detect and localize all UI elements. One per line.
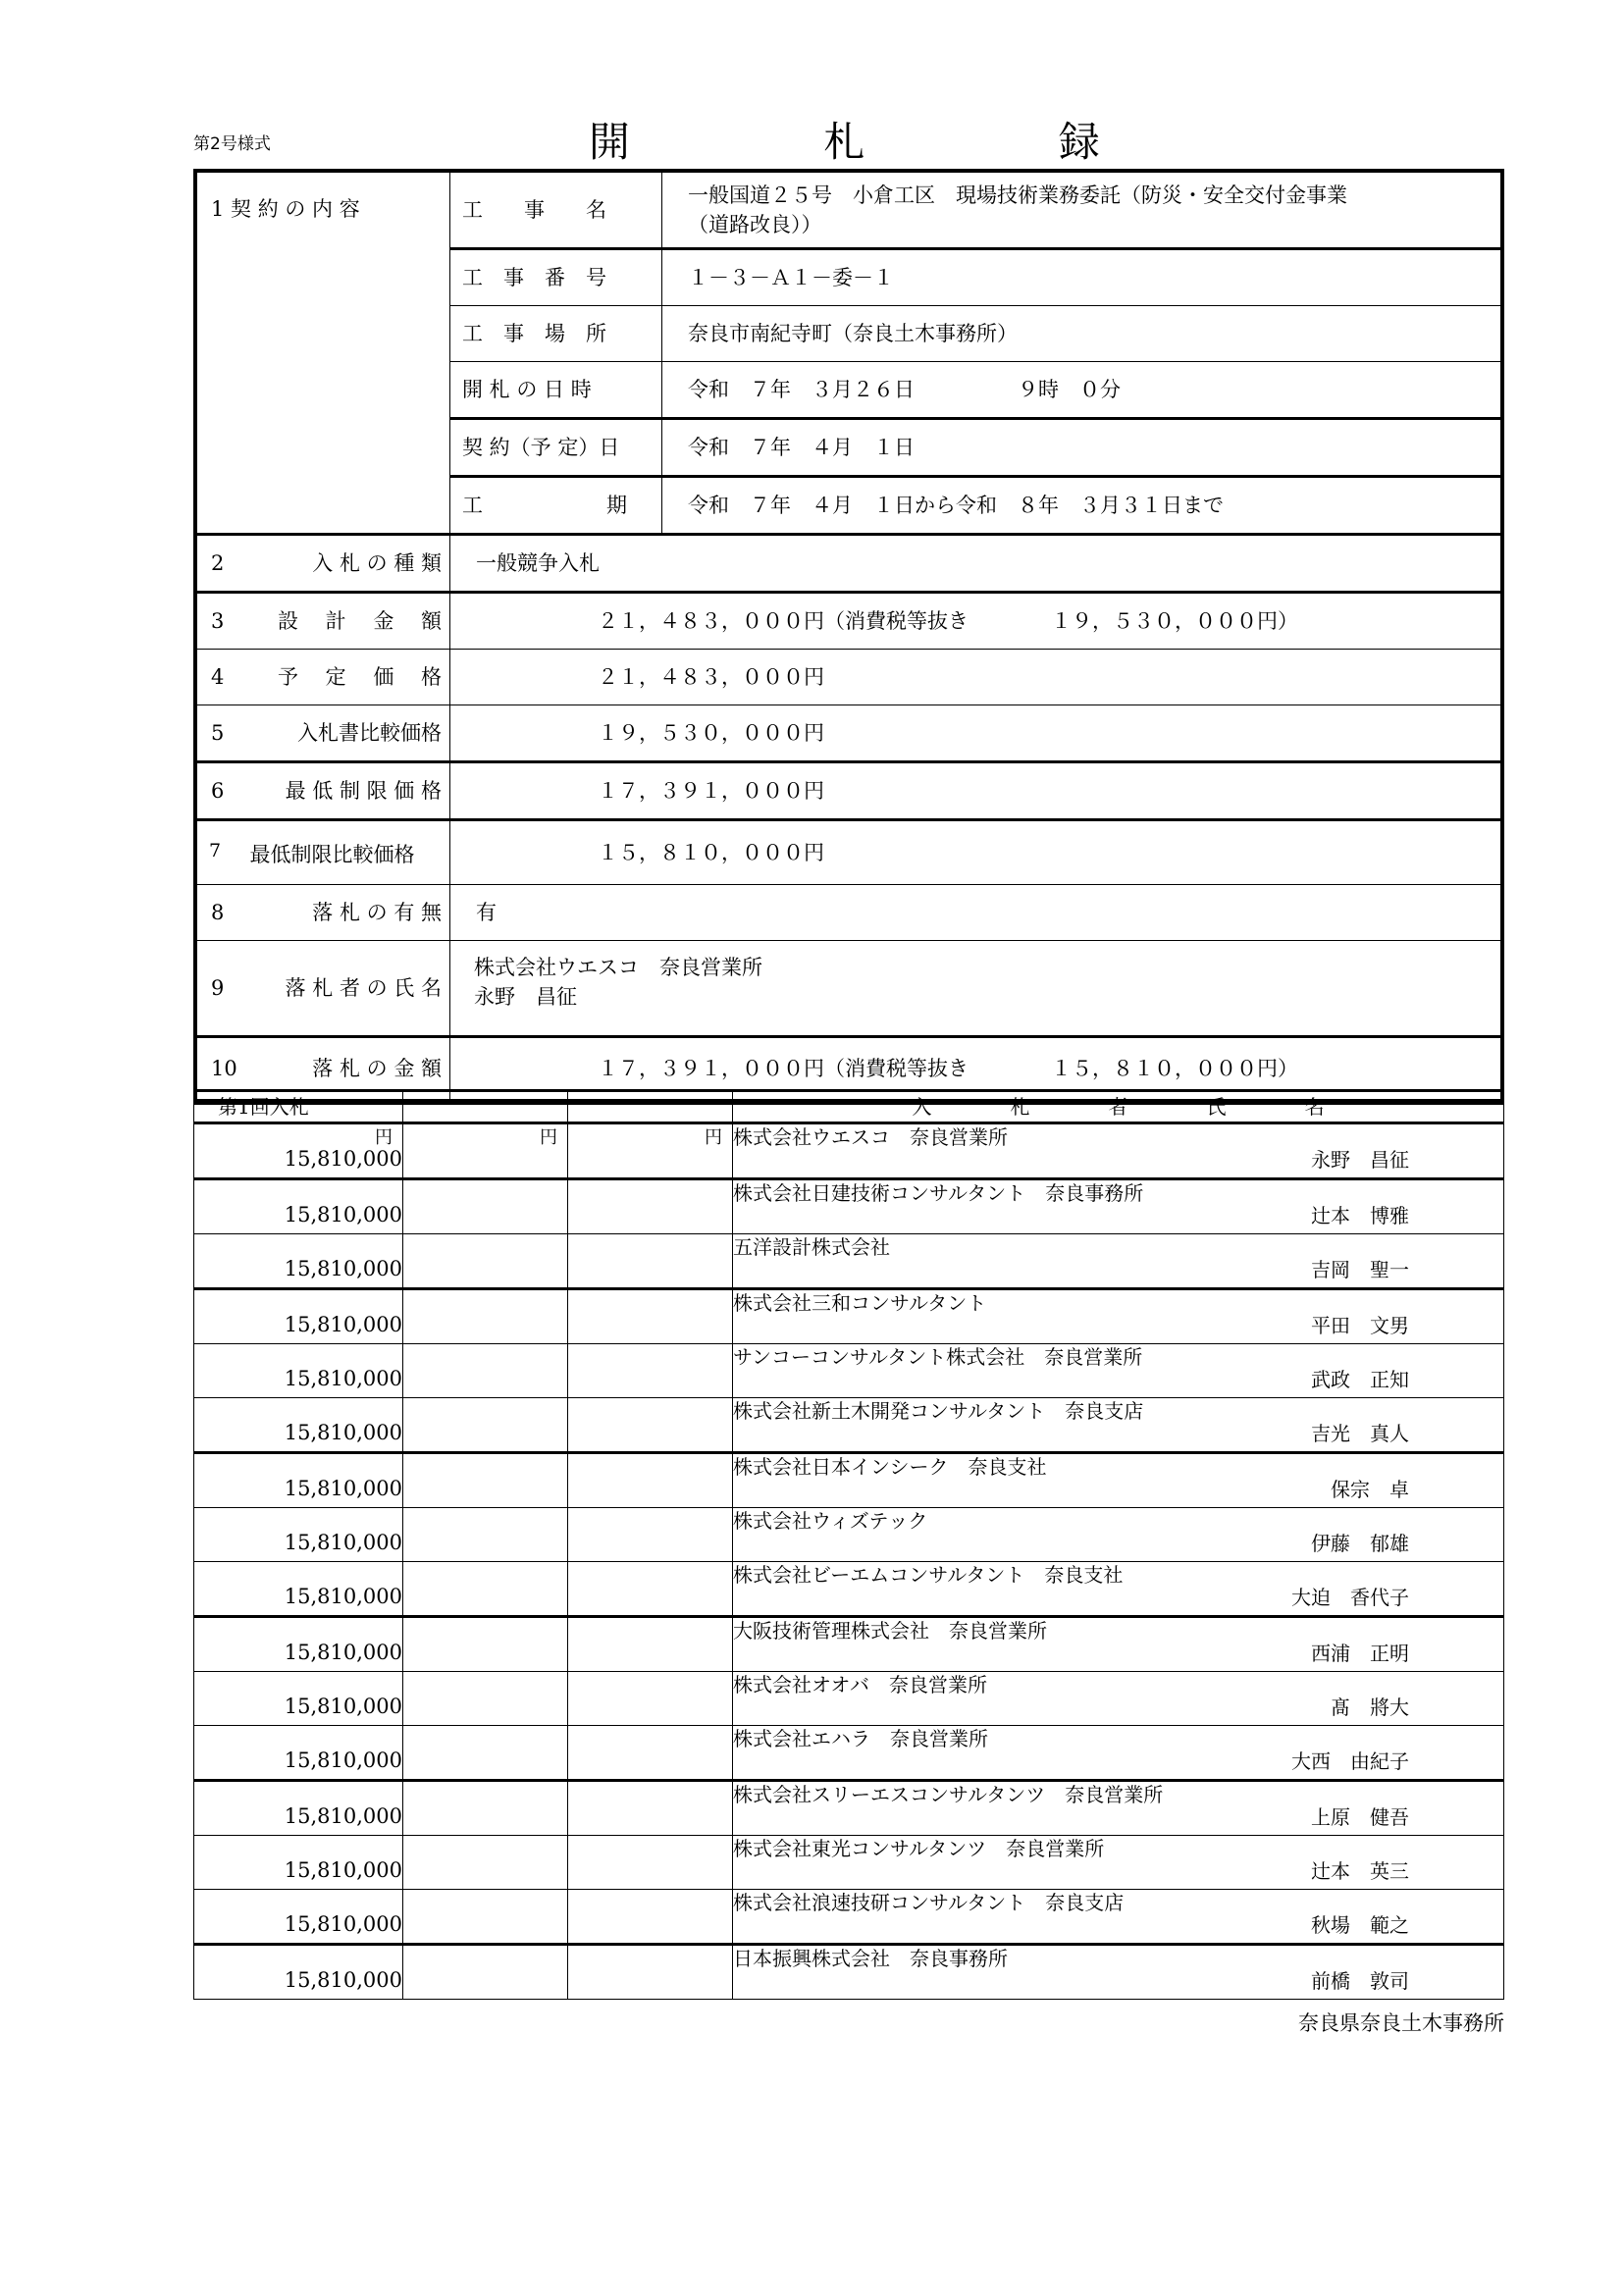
bid-amount-cell [194,1945,403,2000]
bidder-name-cell [733,1234,1504,1289]
bidder-name-cell [733,1562,1504,1617]
bid-amount-second-cell [403,1453,568,1508]
bid-amount-value: 15,810,000 [284,1694,402,1718]
table-row [194,1398,1504,1453]
table-row [194,1672,1504,1726]
minimum-comparison-price-label: 最低制限比較価格 [249,842,415,866]
bidder-name-cell [733,1617,1504,1672]
bid-amount-cell [194,1617,403,1672]
bidder-person: 髙 將大 [1331,1696,1409,1719]
yen-unit-label: 円 [705,1127,722,1148]
header-blank-col-2 [568,1091,733,1123]
award-amount-no: 10 [211,1056,237,1080]
table-row [194,1781,1504,1836]
bid-amount-value: 15,810,000 [284,1640,402,1664]
award-presence-label: 落 札 の 有 無 [312,900,442,924]
bidder-person: 大迫 香代子 [1291,1586,1409,1609]
label-bid-open-datetime [450,362,662,419]
winner-company: 株式会社ウエスコ 奈良営業所 [474,956,762,979]
bidder-name-cell [733,1672,1504,1726]
value-winner-name [450,941,1501,1037]
table-row [194,1945,1504,2000]
label-contract-date [450,419,662,477]
bid-amount-cell [194,1123,403,1179]
value-work-period: 令和 ７年 ４月 １日から令和 ８年 ３月３１日まで [662,477,1501,535]
bidder-person: 伊藤 郁雄 [1311,1532,1409,1555]
bid-amount-third-cell [568,1617,733,1672]
bidder-person: 大西 由紀子 [1291,1749,1409,1773]
value-bid-open-datetime: 令和 ７年 ３月２６日 ９時 ０分 [662,362,1501,419]
row-bid-comparison-price [197,705,1501,762]
bidder-company: 株式会社エハラ 奈良営業所 [733,1727,988,1750]
label-work-period [450,477,662,535]
bid-amount-second-cell [403,1617,568,1672]
bid-amount-second-cell [403,1344,568,1398]
bidder-name-cell [733,1344,1504,1398]
bidder-person: 平田 文男 [1311,1314,1409,1337]
header-blank-col-1 [403,1091,568,1123]
bidder-company: 株式会社浪速技研コンサルタント 奈良支店 [733,1891,1125,1914]
bid-amount-second-cell [403,1562,568,1617]
bidder-person: 西浦 正明 [1311,1642,1409,1665]
bid-amount-value: 15,810,000 [284,1256,402,1280]
table-row [194,1836,1504,1890]
bid-amount-second-cell [403,1179,568,1234]
bid-amount-third-cell [568,1508,733,1562]
table-row [194,1562,1504,1617]
row-winner-name [197,941,1501,1037]
bid-amount-cell [194,1726,403,1781]
bid-amount-third-cell [568,1890,733,1945]
table-row [194,1890,1504,1945]
minimum-limit-price-no: 6 [211,778,225,803]
bidder-company: 株式会社オオバ 奈良営業所 [733,1673,987,1696]
bid-amount-third-cell [568,1945,733,2000]
bidder-person: 辻本 博雅 [1311,1204,1409,1227]
label-work-location-text: 工 事 場 所 [462,321,606,345]
bidder-company: 大阪技術管理株式会社 奈良営業所 [733,1619,1047,1643]
bid-amount-second-cell [403,1890,568,1945]
row-award-presence [197,885,1501,941]
bid-amount-third-cell [568,1836,733,1890]
bid-amount-cell [194,1890,403,1945]
label-planned-price [197,650,450,705]
bid-amount-cell [194,1398,403,1453]
bidder-name-header: 入 札 者 氏 名 [733,1091,1504,1123]
label-winner-name [197,941,450,1037]
bid-amount-value: 15,810,000 [284,1748,402,1772]
bid-amount-second-cell [403,1781,568,1836]
bidder-name-cell [733,1398,1504,1453]
value-contract-date: 令和 ７年 ４月 １日 [662,419,1501,477]
bidder-company: 株式会社スリーエスコンサルタンツ 奈良営業所 [733,1783,1164,1806]
document-title: 開 札 録 [589,118,1137,166]
bid-amount-second-cell [403,1234,568,1289]
bidder-company: 株式会社新土木開発コンサルタント 奈良支店 [733,1399,1144,1423]
value-work-number: １－３－Ａ１－委－１ [662,249,1501,306]
value-minimum-limit-price: １７，３９１，０００円 [450,762,1501,820]
bid-amount-value: 15,810,000 [284,1146,402,1171]
minimum-limit-price-label: 最 低 制 限 価 格 [285,778,442,803]
table-row [194,1617,1504,1672]
label-award-presence [197,885,450,941]
label-bid-comparison-price [197,705,450,762]
bid-amount-value: 15,810,000 [284,1420,402,1444]
label-bid-type [197,535,450,593]
label-minimum-limit-price [197,762,450,820]
bidder-company: 五洋設計株式会社 [733,1235,890,1259]
bid-comparison-price-no: 5 [211,720,225,745]
label-work-number [450,249,662,306]
bid-amount-cell [194,1836,403,1890]
bidder-name-cell [733,1179,1504,1234]
bid-amount-third-cell [568,1781,733,1836]
bid-amount-cell [194,1179,403,1234]
bid-amount-third-cell [568,1453,733,1508]
yen-unit-label: 円 [375,1127,393,1148]
award-amount-label: 落 札 の 金 額 [312,1056,442,1080]
row-bid-type [197,535,1501,593]
award-presence-no: 8 [211,900,225,924]
bidder-company: 株式会社東光コンサルタンツ 奈良営業所 [733,1837,1105,1860]
value-award-presence: 有 [450,885,1501,941]
row-minimum-limit-price [197,762,1501,820]
bidder-name-cell [733,1836,1504,1890]
bidder-company: 株式会社ウエスコ 奈良営業所 [733,1125,1008,1149]
table-row [194,1508,1504,1562]
bid-amount-third-cell [568,1123,733,1179]
row-minimum-comparison-price [197,820,1501,885]
table-row [194,1726,1504,1781]
label-contract-date-text: 契 約（予 定）日 [462,435,620,459]
value-planned-price: ２１，４８３，０００円 [450,650,1501,705]
bid-comparison-price-label: 入札書比較価格 [297,720,442,745]
design-amount-no: 3 [211,608,225,633]
bid-amount-cell [194,1344,403,1398]
work-name-line2: （道路改良）） [688,213,822,236]
label-work-number-text: 工 事 番 号 [462,265,606,289]
table-row [194,1453,1504,1508]
bid-amount-second-cell [403,1508,568,1562]
contract-section-label: 1 契 約 の 内 容 [197,173,450,535]
bid-amount-cell [194,1453,403,1508]
bid-amount-third-cell [568,1289,733,1344]
bidder-company: 株式会社日建技術コンサルタント 奈良事務所 [733,1181,1144,1205]
winner-no: 9 [211,975,225,1000]
work-name-line1: 一般国道２５号 小倉工区 現場技術業務委託（防災・安全交付金事業 [688,183,1347,207]
bidder-name-cell [733,1289,1504,1344]
table-row [194,1289,1504,1344]
bidder-name-cell [733,1890,1504,1945]
bidder-name-cell [733,1123,1504,1179]
winner-label: 落 札 者 の 氏 名 [285,975,442,1000]
bid-amount-value: 15,810,000 [284,1803,402,1828]
form-number: 第2号様式 [193,134,271,154]
bid-amount-third-cell [568,1179,733,1234]
row-design-amount [197,593,1501,650]
bidder-company: 日本振興株式会社 奈良事務所 [733,1947,1008,1970]
bid-amount-value: 15,810,000 [284,1967,402,1992]
bid-amount-third-cell [568,1344,733,1398]
bid-amount-third-cell [568,1672,733,1726]
bidder-name-cell [733,1453,1504,1508]
bid-amount-third-cell [568,1234,733,1289]
label-bid-open-datetime-text: 開 札 の 日 時 [462,377,592,401]
bid-amount-cell [194,1672,403,1726]
bidder-person: 秋場 範之 [1311,1913,1409,1937]
label-work-name [450,173,662,249]
bid-type-no: 2 [211,550,225,575]
bidder-name-cell [733,1945,1504,2000]
yen-unit-label: 円 [540,1127,557,1148]
bid-amount-second-cell [403,1123,568,1179]
bidder-company: 株式会社日本インシーク 奈良支社 [733,1455,1047,1479]
table-row [194,1344,1504,1398]
bidder-name-cell [733,1726,1504,1781]
value-work-name [662,173,1501,249]
bid-amount-cell [194,1289,403,1344]
bid-amount-third-cell [568,1562,733,1617]
label-work-period-text: 工 期 [462,493,627,517]
bidder-person: 武政 正知 [1311,1368,1409,1391]
bid-amount-second-cell [403,1672,568,1726]
bidders-header-row [194,1091,1504,1123]
bid-amount-value: 15,810,000 [284,1911,402,1936]
label-work-location [450,306,662,362]
planned-price-label: 予 定 価 格 [277,664,442,689]
table-row [194,1123,1504,1179]
bidder-person: 上原 健吾 [1311,1805,1409,1829]
record-table [196,172,1501,1102]
bid-amount-value: 15,810,000 [284,1202,402,1226]
design-amount-label: 設 計 金 額 [277,608,442,633]
value-bid-type: 一般競争入札 [450,535,1501,593]
bid-amount-value: 15,810,000 [284,1312,402,1336]
bidder-person: 辻本 英三 [1311,1859,1409,1883]
bid-amount-value: 15,810,000 [284,1584,402,1608]
bidder-person: 吉光 真人 [1311,1422,1409,1445]
issuing-office: 奈良県奈良土木事務所 [1298,2011,1504,2035]
label-work-name-text: 工 事 名 [462,197,606,222]
round-label: 第1回入札 [194,1091,403,1123]
table-row [194,1234,1504,1289]
label-minimum-comparison-price [197,820,450,885]
bidder-person: 永野 昌征 [1311,1148,1409,1172]
bid-amount-second-cell [403,1398,568,1453]
minimum-comparison-price-no: 7 [209,840,222,862]
row-planned-price [197,650,1501,705]
bid-amount-cell [194,1781,403,1836]
bid-amount-value: 15,810,000 [284,1530,402,1554]
value-award-amount: １７，３９１，０００円（消費税等抜き １５，８１０，０００円） [450,1037,1501,1101]
bidder-company: 株式会社ビーエムコンサルタント 奈良支社 [733,1563,1124,1587]
table-row [194,1179,1504,1234]
bid-amount-cell [194,1562,403,1617]
bid-amount-second-cell [403,1836,568,1890]
bidder-company: 株式会社三和コンサルタント [733,1291,987,1315]
bid-amount-second-cell [403,1289,568,1344]
bid-amount-value: 15,810,000 [284,1366,402,1390]
bidders-table [193,1089,1504,2000]
bid-amount-value: 15,810,000 [284,1476,402,1500]
bid-type-label: 入 札 の 種 類 [312,550,442,575]
bidder-person: 前橋 敦司 [1311,1969,1409,1993]
label-design-amount [197,593,450,650]
value-design-amount: ２１，４８３，０００円（消費税等抜き １９，５３０，０００円） [450,593,1501,650]
bidder-person: 吉岡 聖一 [1311,1258,1409,1281]
value-bid-comparison-price: １９，５３０，０００円 [450,705,1501,762]
value-minimum-comparison-price: １５，８１０，０００円 [450,820,1501,885]
bid-amount-cell [194,1508,403,1562]
winner-person: 永野 昌征 [474,985,577,1010]
value-work-location: 奈良市南紀寺町（奈良土木事務所） [662,306,1501,362]
bid-amount-second-cell [403,1726,568,1781]
bidder-name-cell [733,1781,1504,1836]
bidder-person: 保宗 卓 [1331,1478,1409,1501]
bid-amount-second-cell [403,1945,568,2000]
bidder-company: 株式会社ウィズテック [733,1509,928,1533]
bid-amount-cell [194,1234,403,1289]
row-work-name [197,173,1501,249]
planned-price-no: 4 [211,664,225,689]
bidder-name-cell [733,1508,1504,1562]
main-record-frame [193,169,1504,1105]
bid-amount-third-cell [568,1398,733,1453]
bid-amount-third-cell [568,1726,733,1781]
bidder-company: サンコーコンサルタント株式会社 奈良営業所 [733,1345,1143,1369]
bid-amount-value: 15,810,000 [284,1857,402,1882]
